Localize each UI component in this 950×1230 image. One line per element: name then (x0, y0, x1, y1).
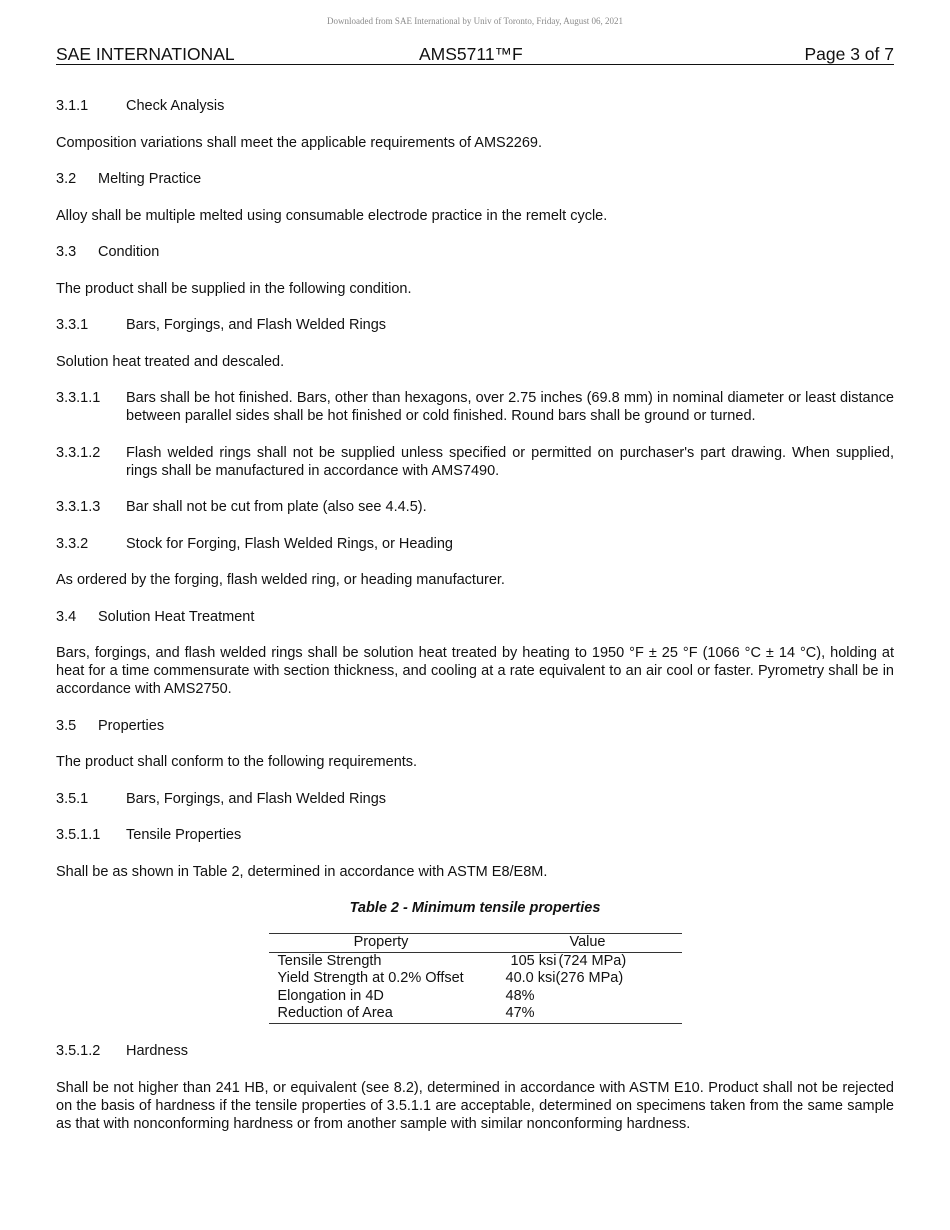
section-number: 3.5.1 (56, 790, 89, 807)
section-heading-3-1-1 (56, 97, 894, 115)
paragraph-bars-forgings-condition: Solution heat treated and descaled. (56, 353, 285, 370)
property-cell: Yield Strength at 0.2% Offset (277, 970, 464, 986)
download-watermark: Downloaded from SAE International by Univ of Toronto, Friday, August 06, 2021 (326, 16, 624, 26)
value-imperial: 40.0 ksi (505, 970, 556, 986)
table-caption: Table 2 - Minimum tensile properties (349, 900, 601, 916)
section-title: Condition (98, 244, 160, 260)
header-page-number: Page 3 of 7 (804, 44, 894, 64)
paragraph-check-analysis: Composition variations shall meet the applicable requirements of AMS2269. (56, 134, 543, 151)
section-number: 3.4 (56, 608, 77, 625)
document-body (56, 97, 894, 1151)
section-title: Solution Heat Treatment (98, 608, 255, 625)
numbered-item-3-3-1-2 (56, 444, 894, 480)
item-text: Bar shall not be cut from plate (also see 4.4.5). (126, 499, 427, 515)
item-number: 3.3.1.3 (56, 499, 101, 515)
value-imperial: 48% (505, 987, 535, 1004)
paragraph-tensile-properties: Shall be as shown in Table 2, determined in accordance with ASTM E8/E8M. (56, 863, 548, 880)
value-cell (494, 952, 682, 970)
column-header-value: Value (494, 934, 682, 953)
paragraph-condition: The product shall be supplied in the following condition. (56, 280, 412, 297)
section-heading-3-3-2 (56, 535, 894, 553)
section-title: Check Analysis (126, 98, 225, 114)
section-number: 3.5.1.1 (56, 827, 101, 843)
header-document-number: AMS5711™F (419, 44, 523, 64)
section-title: Bars, Forgings, and Flash Welded Rings (126, 790, 387, 807)
section-title: Melting Practice (98, 171, 202, 187)
value-imperial: 105 ksi (510, 952, 557, 969)
value-cell (494, 1005, 682, 1023)
column-header-property: Property (269, 934, 494, 953)
paragraph-stock-for-forging: As ordered by the forging, flash welded ring, or heading manufacturer. (56, 572, 505, 588)
page-header (56, 44, 894, 65)
item-text: Flash welded rings shall not be supplied unless specified or permitted on purchaser's part drawing. When supplied, rings shall be manufactured in accordance with AMS7490. (126, 444, 894, 479)
paragraph-solution-heat-treatment: Bars, forgings, and flash welded rings shall be solution heat treated by heating to 1950 °F ± 25 °F (1066 °C ± 14 °C), holding at heat for a time commensurate with section thickness, and cooling at a rate equivalent to an air cool or faster. Pyrometry shall be in accordance with AMS2750. (56, 645, 894, 697)
numbered-item-3-3-1-1 (56, 389, 894, 425)
item-text: Bars shall be hot finished. Bars, other than hexagons, over 2.75 inches (69.8 mm) in nominal diameter or least distance between parallel sides shall be hot finished or cold finished. Round bars shall be ground or turned. (126, 390, 894, 424)
section-heading-3-5-1-1 (56, 826, 894, 844)
property-cell: Reduction of Area (277, 1005, 393, 1021)
value-cell (494, 988, 682, 1006)
section-number: 3.1.1 (56, 98, 89, 114)
paragraph-melting-practice: Alloy shall be multiple melted using consumable electrode practice in the remelt cycle. (56, 207, 608, 224)
section-heading-3-3 (56, 243, 894, 261)
section-heading-3-4 (56, 608, 894, 626)
property-cell: Tensile Strength (277, 952, 382, 969)
section-heading-3-3-1 (56, 316, 894, 334)
value-cell (494, 970, 682, 988)
section-heading-3-5-1-2 (56, 1042, 894, 1060)
section-title: Properties (98, 717, 165, 734)
value-imperial: 47% (505, 1005, 535, 1021)
paragraph-properties: The product shall conform to the following requirements. (56, 754, 418, 770)
section-heading-3-5 (56, 717, 894, 735)
table-row (269, 970, 682, 988)
section-number: 3.5 (56, 717, 77, 734)
header-organization: SAE INTERNATIONAL (56, 44, 235, 64)
value-metric: (276 MPa) (555, 970, 624, 986)
tensile-properties-table (269, 933, 682, 1024)
section-number: 3.2 (56, 171, 77, 187)
section-heading-3-5-1 (56, 790, 894, 808)
section-number: 3.3.1 (56, 317, 89, 333)
table-row (269, 952, 682, 970)
section-title: Bars, Forgings, and Flash Welded Rings (126, 317, 387, 333)
value-metric: (724 MPa) (558, 952, 627, 969)
section-number: 3.3 (56, 244, 77, 260)
section-heading-3-2 (56, 170, 894, 188)
paragraph-hardness: Shall be not higher than 241 HB, or equivalent (see 8.2), determined in accordance with ASTM E10. Product shall not be rejected on the basis of hardness if the tensile properties of 3.5.1.1 are acceptable, determined on specimens taken from the same sample as that with nonconforming hardness or from another sample with similar nonconforming hardness. (56, 1079, 894, 1132)
section-number: 3.5.1.2 (56, 1043, 101, 1059)
property-cell: Elongation in 4D (277, 987, 384, 1004)
item-number: 3.3.1.1 (56, 390, 101, 406)
section-title: Tensile Properties (126, 827, 242, 843)
table-row (269, 988, 682, 1006)
numbered-item-3-3-1-3 (56, 498, 894, 516)
section-title: Hardness (126, 1043, 189, 1059)
section-number: 3.3.2 (56, 535, 89, 552)
table-row (269, 1005, 682, 1023)
item-number: 3.3.1.2 (56, 444, 101, 461)
section-title: Stock for Forging, Flash Welded Rings, or Heading (126, 535, 453, 552)
table-header-row (269, 934, 682, 953)
